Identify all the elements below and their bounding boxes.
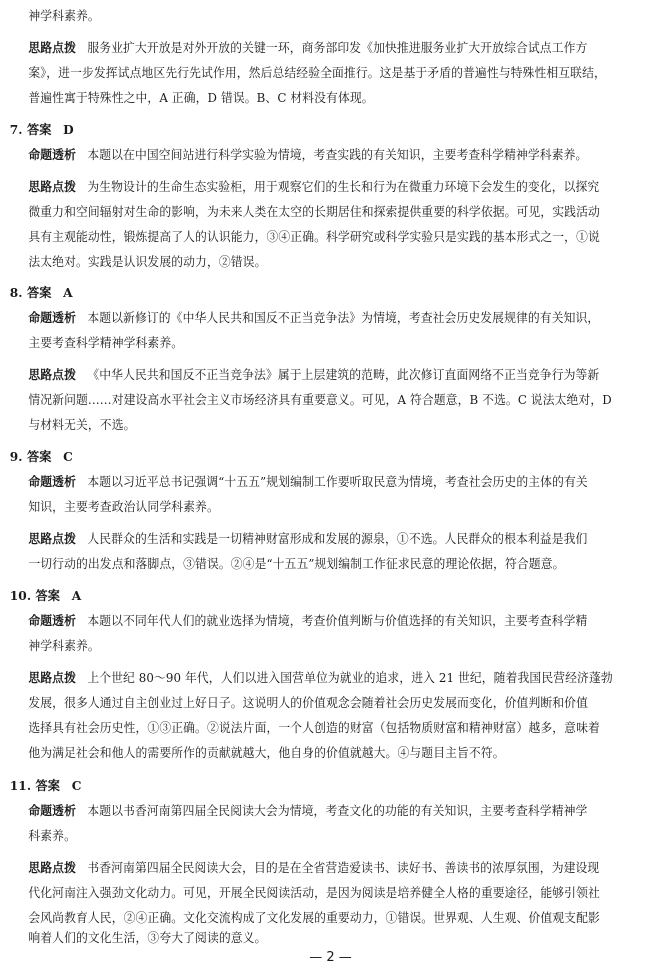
q11-header: 11. 答案 C <box>9 778 82 793</box>
q9-analysis-line-1: 思路点拨 人民群众的生活和实践是一切精神财富形成和发展的源泉，①不选。人民群众的根本利益是我们 <box>28 531 588 546</box>
q11-analysis-line-1: 思路点拨 书香河南第四届全民阅读大会，目的是在全省营造爱读书、读好书、善读书的浓厚氛围，为建设现 <box>28 860 600 875</box>
q10-intent-line-2: 神学科素养。 <box>28 638 100 653</box>
q7-analysis-line-1: 思路点拨 为生物设计的生命生态实验柜，用于观察它们的生长和行为在微重力环境下会发生的变化，以探究 <box>28 179 600 194</box>
q11-analysis-line-4: 响着人们的文化生活，③夸大了阅读的意义。 <box>28 930 267 945</box>
q8-analysis-line-3: 与材料无关，不选。 <box>28 417 136 432</box>
q10-answer: A <box>71 588 82 603</box>
q7-answer: D <box>63 122 74 137</box>
q10-analysis-line-3: 选择具有社会历史性，①③正确。②说法片面，一个人创造的财富（包括物质财富和精神财富）越多，意味着 <box>28 720 600 735</box>
q11-number: 11. <box>9 778 32 793</box>
q8-analysis-line-2: 情况新问题……对建设高水平社会主义市场经济具有重要意义。可见，A 符合题意，B 不选。C 说法太绝对，D <box>28 392 612 407</box>
q10-header: 10. 答案 A <box>9 588 82 603</box>
q10-analysis-line-2: 发展，很多人通过自主创业过上好日子。这说明人的价值观念会随着社会历史发展而变化，价值判断和价值 <box>28 695 588 710</box>
q8-intent-line-2: 主要考查科学精神学科素养。 <box>28 335 184 350</box>
q7-header: 7. 答案 D <box>9 122 74 137</box>
q7-analysis-line-4: 法太绝对。实践是认识发展的动力，②错误。 <box>28 254 267 269</box>
q11-intent-line-2: 科素养。 <box>28 828 76 843</box>
q9-header: 9. 答案 C <box>9 449 73 464</box>
intro-tail: 神学科素养。 <box>28 8 100 23</box>
q9-intent-line-1: 命题透析 本题以习近平总书记强调“十五五”规划编制工作要听取民意为情境，考查社会历史的主体的有关 <box>28 474 588 489</box>
q7-intent-line-1: 命题透析 本题以在中国空间站进行科学实验为情境，考查实践的有关知识，主要考查科学精神学科素养。 <box>28 147 588 162</box>
q9-analysis-line-2: 一切行动的出发点和落脚点，③错误。②④是“十五五”规划编制工作征求民意的理论依据，符合题意。 <box>28 556 565 571</box>
q10-analysis-line-1: 思路点拨 上个世纪 80～90 年代，人们以进入国营单位为就业的追求，进入 21 世纪，随着我国民营经济蓬勃 <box>28 670 613 685</box>
q11-analysis-line-3: 会风尚教育人民，②④正确。文化交流构成了文化发展的重要动力，①错误。世界观、人生观、价值观支配影 <box>28 910 600 925</box>
q10-analysis-line-4: 他为满足社会和他人的需要所作的贡献就越大，他自身的价值就越大。④与题目主旨不符。 <box>28 745 505 760</box>
q8-number: 8. <box>9 285 23 300</box>
q10-number: 10. <box>9 588 32 603</box>
q9-number: 9. <box>9 449 23 464</box>
q8-header: 8. 答案 A <box>9 285 73 300</box>
q7-number: 7. <box>9 122 23 137</box>
q6-analysis-line-2: 案》，进一步发挥试点地区先行先试作用，然后总结经验全面推行。这是基于矛盾的普遍性与特殊性相互联结， <box>28 65 606 80</box>
q11-analysis-line-2: 代化河南注入强劲文化动力。可见，开展全民阅读活动，是因为阅读是培养健全人格的重要途径，能够引领社 <box>28 885 600 900</box>
q9-intent-line-2: 知识，主要考查政治认同学科素养。 <box>28 499 219 514</box>
q10-intent-line-1: 命题透析 本题以不同年代人们的就业选择为情境，考查价值判断与价值选择的有关知识，主要考查科学精 <box>28 613 588 628</box>
q8-answer: A <box>63 285 73 300</box>
q6-analysis-line-1: 思路点拨 服务业扩大开放是对外开放的关键一环，商务部印发《加快推进服务业扩大开放综合试点工作方 <box>28 40 588 55</box>
q11-answer: C <box>71 778 82 793</box>
q11-intent-line-1: 命题透析 本题以书香河南第四届全民阅读大会为情境，考查文化的功能的有关知识，主要考查科学精神学 <box>28 803 588 818</box>
q7-analysis-line-3: 具有主观能动性，锻炼提高了人的认识能力，③④正确。科学研究或科学实验只是实践的基本形式之一，①说 <box>28 229 600 244</box>
q8-analysis-line-1: 思路点拨 《中华人民共和国反不正当竞争法》属于上层建筑的范畴，此次修订直面网络不正当竞争行为等新 <box>28 367 600 382</box>
q6-analysis-line-3: 普遍性寓于特殊性之中，A 正确，D 错误。B、C 材料没有体现。 <box>28 90 374 105</box>
q9-answer: C <box>63 449 73 464</box>
q7-analysis-line-2: 微重力和空间辐射对生命的影响，为未来人类在太空的长期居住和探索提供重要的科学依据。可见，实践活动 <box>28 204 600 219</box>
page-number: — 2 — <box>309 950 352 965</box>
q6-analysis-label: 思路点拨 <box>28 40 76 55</box>
q8-intent-line-1: 命题透析 本题以新修订的《中华人民共和国反不正当竞争法》为情境，考查社会历史发展规律的有关知识， <box>28 310 600 325</box>
